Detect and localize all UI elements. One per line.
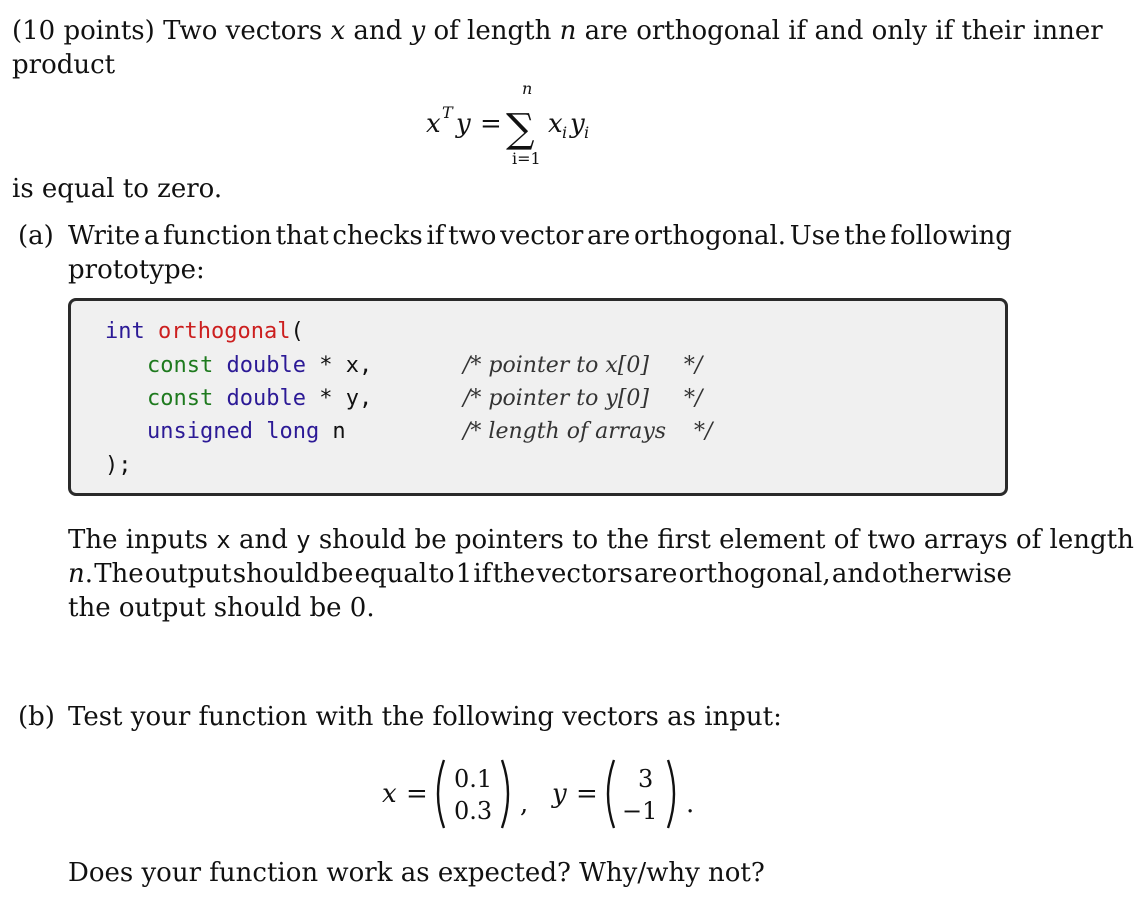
para-line-2-word: otherwise [881,559,1012,589]
code-line-3 [147,384,372,414]
vec-period: . [686,789,695,819]
part-a-label: (a) [18,221,54,251]
code-param: n [319,419,346,444]
code-line-2 [147,351,372,381]
eq-lhs-T: T [442,103,453,122]
code-block [68,298,1008,496]
eq-term-i2: i [584,123,590,142]
para-line-3: the output should be 0. [68,593,375,623]
eq-term-x: x [548,109,563,139]
part-a-line-1-word: if [426,221,445,251]
code-line-1 [105,317,304,347]
vec-y-name: y [552,779,567,809]
intro-text: are orthogonal if and only if their inner [584,16,1103,46]
question-line: Does your function work as expected? Why/why not? [68,858,765,888]
test-vectors-equation [380,756,720,832]
code-param: * x, [305,353,373,378]
points-label: (10 points) [12,16,155,46]
var-y: y [410,16,426,46]
vec-x-name: x [382,779,397,809]
part-a-line-1-word: following [890,221,1012,251]
code-type: int [105,319,145,344]
code-const: const [147,386,214,411]
intro-line-3: is equal to zero. [12,174,223,204]
para-line-2-word: and [831,559,881,589]
para-text: and [238,525,288,555]
para-line-2-word: be [321,559,354,589]
code-comment-2: /* pointer to y[0] */ [463,386,703,411]
para-line-2-word: vectors [536,559,633,589]
para-line-2-word: if [473,559,492,589]
sigma-symbol: ∑ [506,106,535,152]
para-line-1 [68,523,1134,557]
vec-x-val-1: 0.1 [454,765,493,793]
intro-line-2: product [12,50,116,80]
part-a-line-1-word: Write [68,221,141,251]
var-x: x [330,16,346,46]
vec-comma: , [520,789,529,819]
part-a-line-1-word: function [163,221,272,251]
code-x: x [216,526,231,554]
intro-line-1 [12,14,1103,48]
eq-lhs-x: x [426,109,441,139]
para-line-2-word: equal [354,559,428,589]
part-a-line-1-word: the [844,221,887,251]
part-b-label: (b) [18,702,55,732]
vec-equals-2: = [576,779,598,809]
para-line-2 [68,557,1012,591]
code-paren: ( [290,319,304,344]
code-param: * y, [305,386,373,411]
para-line-2-word: output [144,559,232,589]
part-a-line-1-word: Use [789,221,841,251]
part-a-line-2: prototype: [68,255,205,285]
code-type: double [226,386,306,411]
eq-term-i1: i [562,123,568,142]
para-line-2-word: should [232,559,321,589]
part-b-line-1: Test your function with the following vectors as input: [68,702,782,732]
vec-equals-1: = [406,779,428,809]
para-text: The inputs [68,525,208,555]
vec-y-val-1: 3 [638,765,654,793]
part-a-line-1-word: orthogonal. [634,221,787,251]
code-y: y [296,526,311,554]
para-line-2-word: to [428,559,455,589]
vec-y-right-paren [668,760,674,828]
eq-equals: = [480,109,502,139]
vec-x-right-paren [502,760,508,828]
eq-sum-upper: n [522,79,533,98]
intro-text: and [353,16,403,46]
code-type: unsigned long [147,419,320,444]
part-a-line-1-word: checks [332,221,423,251]
part-a-line-1-word: vector [500,221,584,251]
part-a-line-1-word: two [448,221,497,251]
vec-x-val-2: 0.3 [454,797,493,825]
vec-x-left-paren [438,760,444,828]
part-a-line-1-word: are [587,221,631,251]
para-text: should be pointers to the first element of two arrays of length [318,525,1134,555]
intro-text: of length [433,16,552,46]
para-line-2-word: 1 [455,559,473,589]
var-n: n [559,16,577,46]
part-a-line-1-word: that [275,221,329,251]
para-line-2-word: n. [68,559,94,589]
para-line-2-word: are [634,559,678,589]
code-function-name: orthogonal [158,319,291,344]
vec-y-left-paren [608,760,614,828]
intro-text: Two vectors [163,16,323,46]
part-a-line-1-word: a [143,221,160,251]
vec-y-val-2: −1 [622,797,658,825]
eq-sum-lower: i=1 [512,149,541,168]
eq-lhs-y: y [456,109,471,139]
code-line-4 [147,417,346,447]
inner-product-equation [426,80,646,170]
code-const: const [147,353,214,378]
code-type: double [226,353,306,378]
part-a-line-1 [68,219,1012,253]
para-line-2-word: orthogonal, [678,559,831,589]
code-comment-1: /* pointer to x[0] */ [463,353,703,378]
eq-term-y: y [570,109,585,139]
para-line-2-word: the [492,559,536,589]
para-line-2-word: The [94,559,144,589]
code-line-5: ); [105,453,132,478]
var-n: n [68,559,85,589]
code-comment-3: /* length of arrays */ [463,419,713,444]
